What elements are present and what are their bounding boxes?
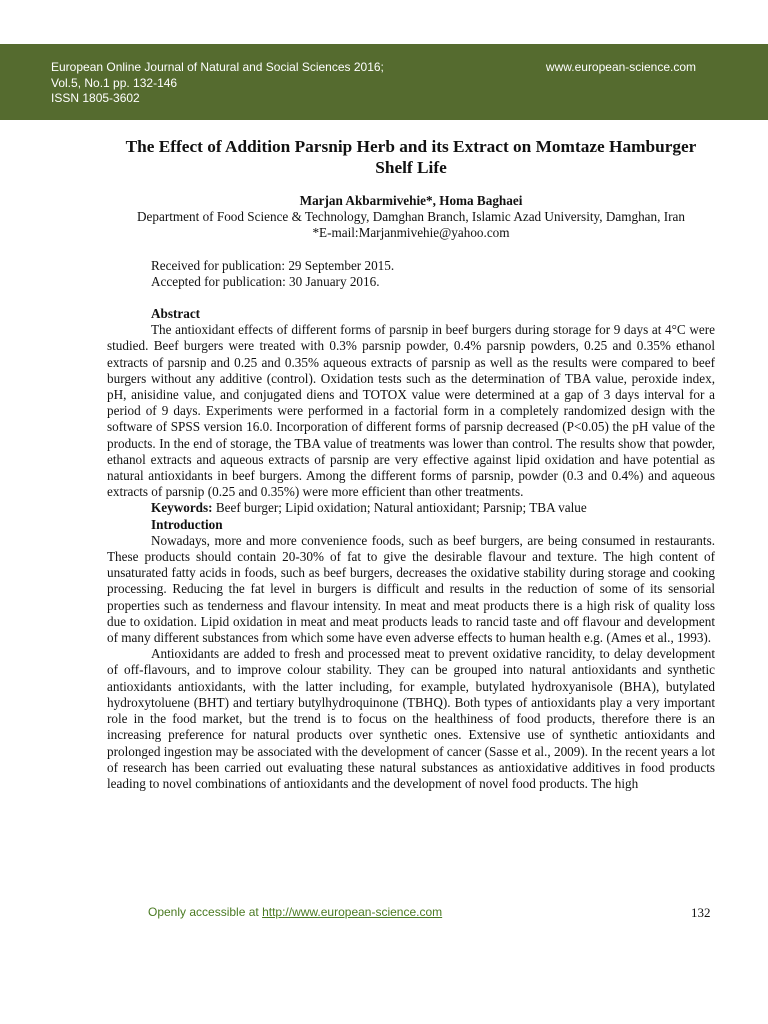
- journal-info: [51, 60, 384, 107]
- abstract-heading: Abstract: [151, 306, 201, 322]
- footer-access-text: Openly accessible at: [148, 905, 263, 919]
- footer-website-link[interactable]: http://www.european-science.com: [262, 905, 443, 919]
- page-number: 132: [691, 905, 711, 920]
- article-title: The Effect of Addition Parsnip Herb and its Extract on Momtaze Hamburger Shelf Life: [125, 137, 697, 177]
- keywords-label: Keywords:: [151, 500, 213, 516]
- footer-access: [148, 905, 442, 919]
- author-affiliation: Department of Food Science & Technology, Damghan Branch, Islamic Azad University, Damghan, Iran: [137, 209, 685, 225]
- journal-name: European Online Journal of Natural and Social Sciences 2016;: [51, 60, 384, 74]
- journal-volume: Vol.5, No.1 pp. 132-146: [51, 75, 178, 90]
- author-email: *E-mail:Marjanmivehie@yahoo.com: [312, 225, 510, 241]
- keywords-text: Beef burger; Lipid oxidation; Natural antioxidant; Parsnip; TBA value: [215, 500, 587, 516]
- author-list: Marjan Akbarmivehie*, Homa Baghaei: [299, 193, 523, 208]
- journal-website: www.european-science.com: [545, 60, 696, 74]
- introduction-heading: Introduction: [151, 516, 223, 532]
- accepted-date: Accepted for publication: 30 January 2016.: [151, 273, 380, 289]
- article-body: [107, 136, 715, 792]
- journal-header-band: [0, 44, 768, 120]
- publication-dates: [107, 258, 715, 290]
- received-date: Received for publication: 29 September 2015.: [151, 257, 395, 273]
- introduction-paragraph-2: Antioxidants are added to fresh and processed meat to prevent oxidative rancidity, to delay development of off-flavours, and to improve colour stability. They can be grouped into natural antioxidants and synthetic antioxidants antioxidants, with the latter including, for example, butylated hydroxyanisole (BHA), butylated hydroxytoluene (BHT) and tertiary butylhydroquinone (TBHQ). Both types of antioxidants play a very important role in the food market, but the trend is to focus on the healthiness of food products, therefore there is an increasing preference for natural products over synthetic ones. Extensive use of synthetic antioxidants and prolonged ingestion may be associated with the development of cancer (Sasse et al., 2009). In the recent years a lot of research has been carried out evaluating these natural substances as antioxidative additives in food products leading to novel combinations of antioxidants and the development of novel food products. The high: [107, 646, 715, 791]
- journal-issn: ISSN 1805-3602: [51, 91, 140, 105]
- keywords-line: [107, 500, 715, 516]
- introduction-paragraph-1: Nowadays, more and more convenience foods, such as beef burgers, are being consumed in restaurants. These products should contain 20-30% of fat to give the desirable flavour and texture. The high content of unsaturated fatty acids in foods, such as beef burgers, decreases the oxidative stability during storage and cooking processing. Reducing the fat level in burgers is difficult and results in the reduction of some of its sensorial properties such as tenderness and flavour intensity. In meat and meat products there is a high risk of quality loss due to oxidation. Lipid oxidation in meat and meat products leads to rancid taste and off flavour and development of many different substances from which some have even adverse effects to human health e.g. (Ames et al., 1993).: [107, 532, 715, 646]
- abstract-text: The antioxidant effects of different forms of parsnip in beef burgers during storage for 9 days at 4°C were studied. Beef burgers were treated with 0.3% parsnip powder, 0.4% parsnip powders, 0.25 and 0.35% ethanol extracts of parsnip and 0.25 and 0.35% aqueous extracts of parsnip as well as the results were compared to beef burgers without any additive (control). Oxidation tests such as the determination of TBA value, peroxide index, pH, anisidine value, and conjugated diens and TOTOX value were determined at a gap of 3 days interval for a period of 9 days. Experiments were performed in a factorial form in a completely randomized design with the software of SPSS version 16.0. Incorporation of different forms of parsnip decreased (P<0.05) the pH value of the products. In the end of storage, the TBA value of treatments was lower than control. The results show that powder, ethanol extracts and aqueous extracts of parsnip are very effective against lipid oxidation and have potential as natural antioxidants in beef burgers. Among the different forms of parsnip, powder (0.3 and 0.4%) and aqueous extracts of parsnip (0.25 and 0.35%) were more efficient than other treatments.: [107, 322, 715, 500]
